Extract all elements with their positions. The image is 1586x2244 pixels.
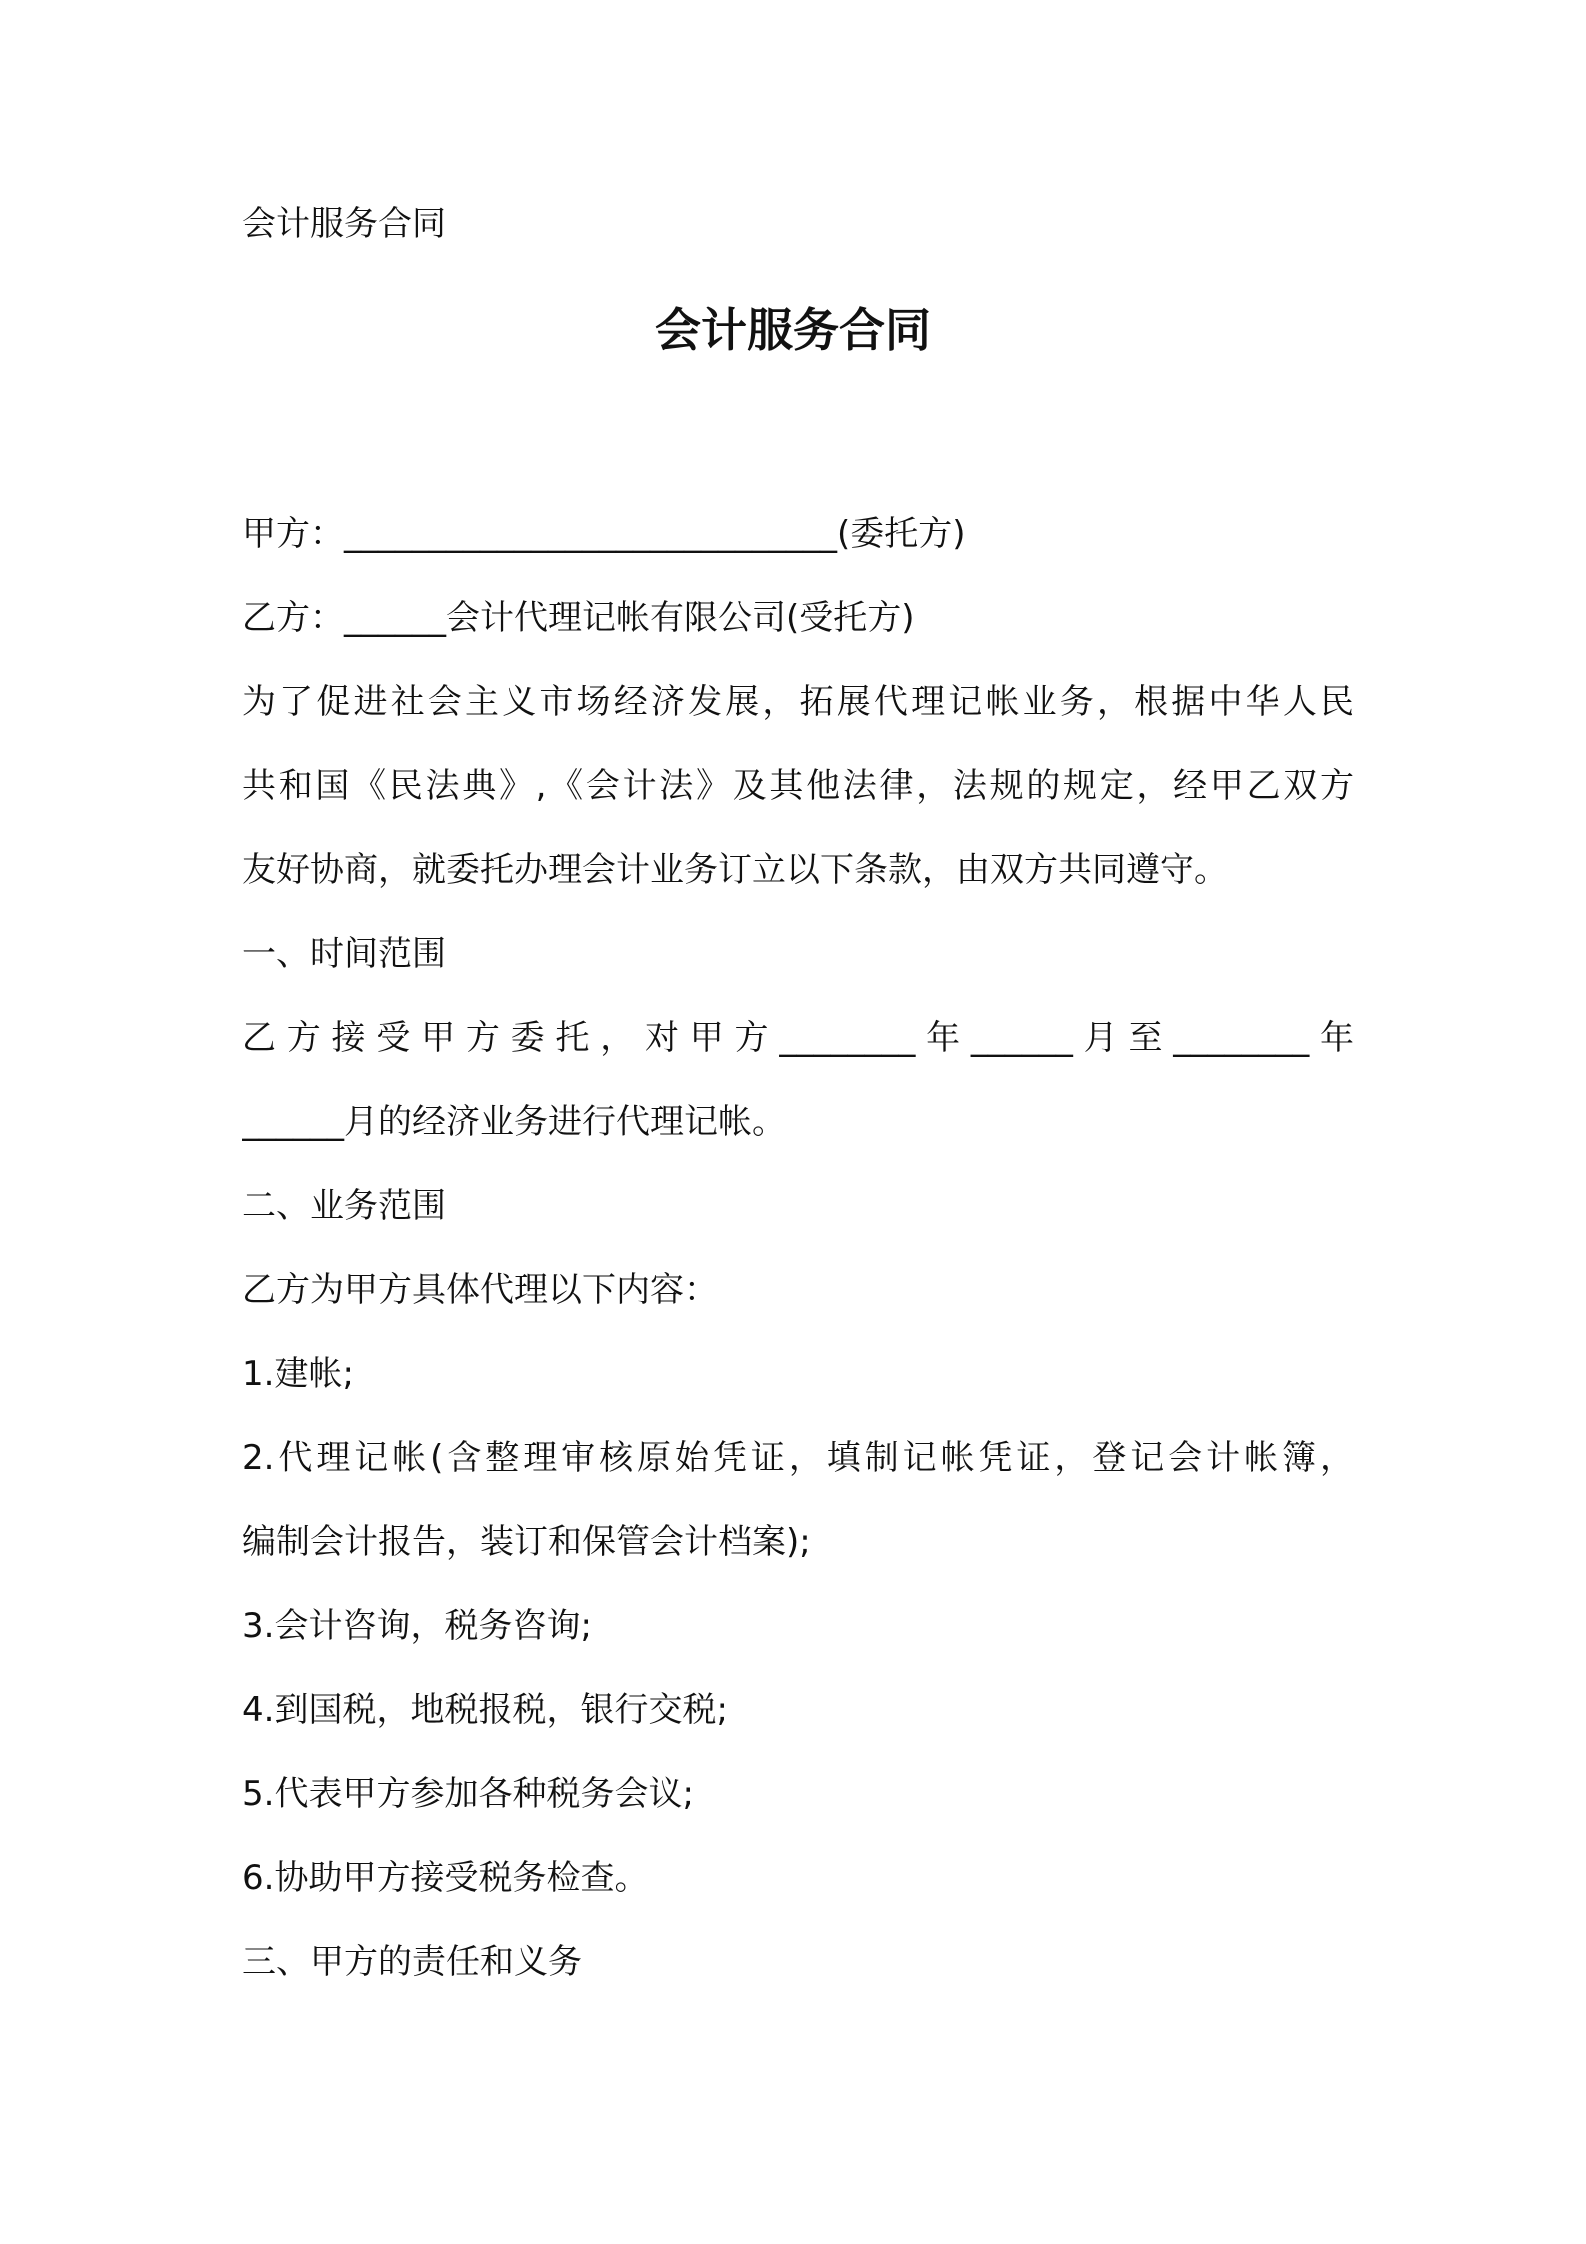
list-item: 2.代理记帐(含整理审核原始凭证，填制记帐凭证，登记会计帐簿， xyxy=(242,1438,1354,1478)
section-paragraph-line: 乙方接受甲方委托，对甲方________年______月至________年 xyxy=(242,1018,1354,1058)
section-heading-time-range: 一、时间范围 xyxy=(242,934,446,974)
preamble-line: 共和国《民法典》,《会计法》及其他法律，法规的规定，经甲乙双方 xyxy=(242,766,1354,806)
list-item: 5.代表甲方参加各种税务会议; xyxy=(242,1774,694,1814)
list-item: 3.会计咨询，税务咨询; xyxy=(242,1606,592,1646)
party-b-line: 乙方：______会计代理记帐有限公司(受托方) xyxy=(242,598,915,638)
section-intro: 乙方为甲方具体代理以下内容： xyxy=(242,1270,718,1310)
list-item: 4.到国税，地税报税，银行交税; xyxy=(242,1690,728,1730)
list-item: 6.协助甲方接受税务检查。 xyxy=(242,1858,649,1898)
preamble-line: 为了促进社会主义市场经济发展，拓展代理记帐业务，根据中华人民 xyxy=(242,682,1354,722)
section-heading-party-a-duties: 三、甲方的责任和义务 xyxy=(242,1942,582,1982)
document-body xyxy=(242,492,1354,2004)
list-item-continuation: 编制会计报告，装订和保管会计档案); xyxy=(242,1522,811,1562)
preamble-line: 友好协商，就委托办理会计业务订立以下条款，由双方共同遵守。 xyxy=(242,850,1228,890)
list-item: 1.建帐; xyxy=(242,1354,354,1394)
section-paragraph-line: ______月的经济业务进行代理记帐。 xyxy=(242,1102,786,1142)
party-a-line: 甲方：_____________________________(委托方) xyxy=(242,514,966,554)
running-header: 会计服务合同 xyxy=(242,204,446,244)
document-title: 会计服务合同 xyxy=(655,303,931,357)
section-heading-business-scope: 二、业务范围 xyxy=(242,1186,446,1226)
